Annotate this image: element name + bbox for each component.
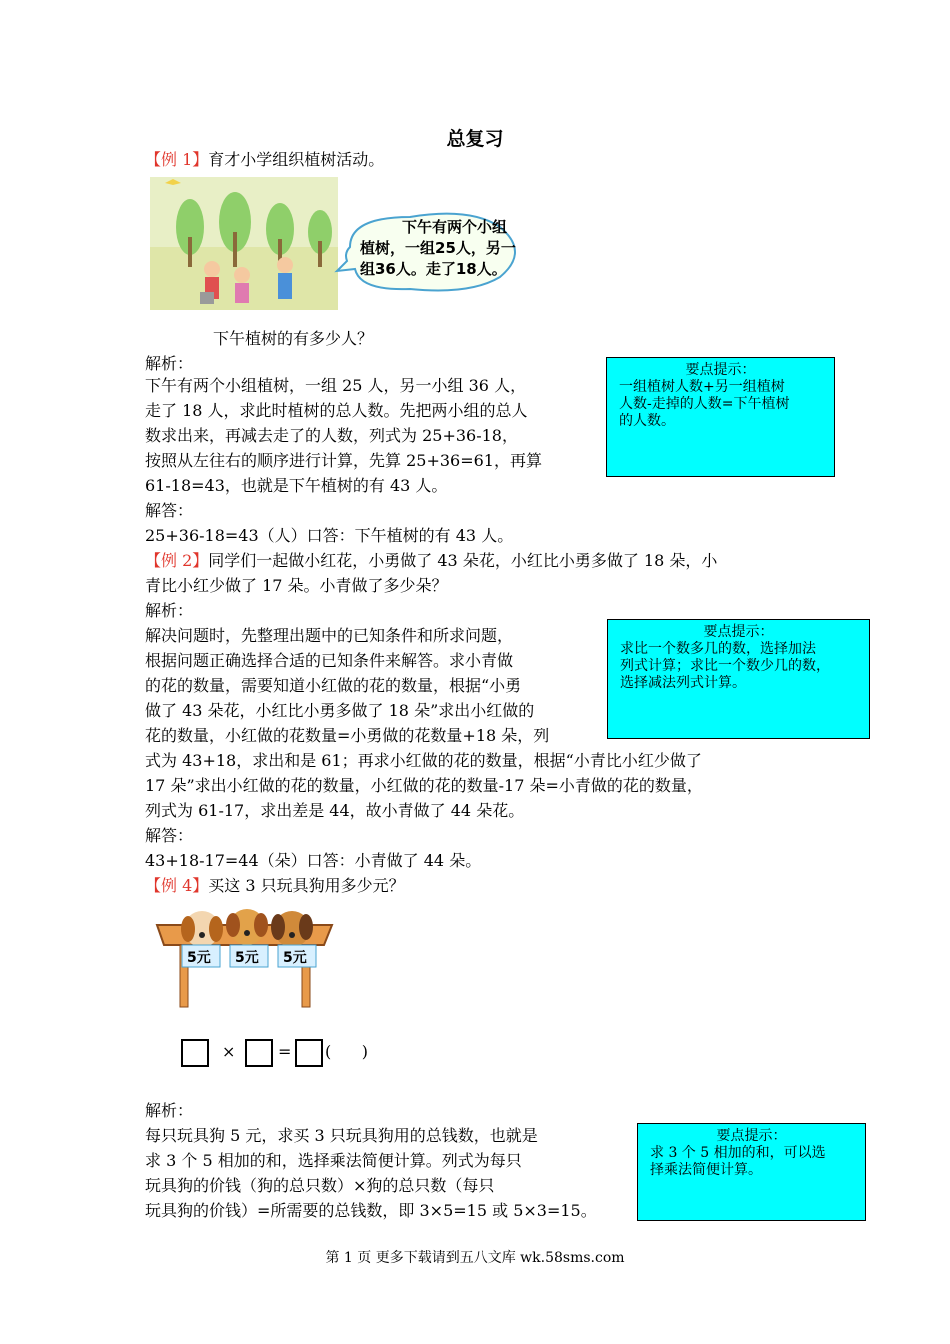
example-1-analysis-line: 61-18=43，也就是下午植树的有 43 人。	[145, 476, 448, 495]
example-4-analysis-line: 玩具狗的价钱（狗的总只数）×狗的总只数（每只	[145, 1176, 495, 1195]
price-tag-3: 5元	[283, 950, 307, 966]
example-4-analysis-line: 每只玩具狗 5 元，求买 3 只玩具狗用的总钱数，也就是	[145, 1126, 538, 1145]
tip-line: 人数-走掉的人数=下午植树	[619, 396, 790, 412]
example-2-answer: 43+18-17=44（朵）口答：小青做了 44 朵。	[145, 851, 482, 870]
tip-line: 列式计算；求比一个数少几的数，	[620, 658, 830, 674]
example-2-analysis-line: 式为 43+18，求出和是 61；再求小红做的花的数量，根据“小青比小红少做了	[145, 751, 702, 770]
example-2-text-2: 青比小红少做了 17 朵。小青做了多少朵？	[145, 576, 448, 595]
example-1-heading	[145, 147, 384, 172]
example-1-answer: 25+36-18=43（人）口答：下午植树的有 43 人。	[145, 526, 514, 545]
tip-title: 要点提示：	[716, 1128, 787, 1144]
dog-1	[181, 911, 223, 947]
example-1-question: 下午植树的有多少人？	[213, 329, 374, 348]
example-4-tip-box	[637, 1123, 866, 1221]
tip-line: 求 3 个 5 相加的和，可以选	[650, 1145, 826, 1161]
example-2-text: 同学们一起做小红花，小勇做了 43 朵花，小红比小勇多做了 18 朵，小	[208, 551, 718, 570]
example-1-tag: 【例 1】	[145, 150, 209, 169]
example-2-analysis-line: 17 朵”求出小红做的花的数量，小红做的花的数量-17 朵=小青做的花的数量，	[145, 776, 703, 795]
answer-box-1[interactable]	[181, 1039, 209, 1067]
price-tag-2: 5元	[235, 950, 259, 966]
tip-line: 的人数。	[619, 413, 675, 429]
tip-line: 求比一个数多几的数，选择加法	[620, 641, 816, 657]
example-4-analysis-line: 求 3 个 5 相加的和，选择乘法简便计算。列式为每只	[145, 1151, 522, 1170]
example-1-analysis-line: 按照从左往右的顺序进行计算，先算 25+36=61，再算	[145, 451, 542, 470]
tip-line: 选择减法列式计算。	[620, 675, 746, 691]
example-4-analysis-line: 玩具狗的价钱）=所需要的总钱数，即 3×5=15 或 5×3=15。	[145, 1201, 597, 1220]
page-footer: 第 1 页 更多下载请到五八文库 wk.58sms.com	[325, 1250, 625, 1266]
bubble-line-1: 下午有两个小组	[402, 218, 508, 236]
price-tag-1: 5元	[187, 950, 211, 966]
example-1-analysis-line: 下午有两个小组植树，一组 25 人，另一小组 36 人，	[145, 376, 527, 395]
example-2-analysis-line: 的花的数量，需要知道小红做的花的数量，根据“小勇	[145, 676, 522, 695]
equals-sign: =	[278, 1042, 292, 1061]
page-title: 总复习	[446, 128, 504, 150]
example-2-analysis-line: 做了 43 朵花，小红比小勇多做了 18 朵”求出小红做的	[145, 701, 535, 720]
bubble-line-2: 植树，一组25人，另一	[360, 239, 516, 257]
example-2-analysis-line: 解决问题时，先整理出题中的已知条件和所求问题，	[145, 626, 514, 645]
example-1-analysis-label: 解析：	[145, 354, 194, 373]
example-2-analysis-line: 列式为 61-17，求出差是 44，故小青做了 44 朵花。	[145, 801, 525, 820]
example-2-analysis-label: 解析：	[145, 601, 194, 620]
example-2-analysis-line: 根据问题正确选择合适的已知条件来解答。求小青做	[145, 651, 514, 670]
answer-box-2[interactable]	[245, 1039, 273, 1067]
tree-planting-illustration	[150, 177, 540, 312]
example-4-heading	[145, 873, 405, 898]
example-2-heading	[145, 548, 717, 573]
answer-box-3[interactable]	[295, 1039, 323, 1067]
example-4-analysis-label: 解析：	[145, 1101, 194, 1120]
example-1-analysis-line: 走了 18 人，求此时植树的总人数。先把两小组的总人	[145, 401, 528, 420]
tip-line: 择乘法简便计算。	[650, 1162, 762, 1178]
example-1-tip-box	[606, 357, 835, 477]
example-2-tag: 【例 2】	[145, 551, 209, 570]
example-4-tag: 【例 4】	[145, 876, 209, 895]
tip-line: 一组植树人数+另一组植树	[619, 379, 785, 395]
tip-title: 要点提示：	[703, 624, 774, 640]
tip-title: 要点提示：	[685, 362, 756, 378]
toy-dogs-illustration	[152, 905, 337, 1010]
example-2-tip-box	[607, 619, 870, 739]
example-1-analysis-line: 数求出来，再减去走了的人数，列式为 25+36-18，	[145, 426, 518, 445]
example-1-text: 育才小学组织植树活动。	[208, 150, 385, 169]
bubble-line-3: 组36人。走了18人。	[360, 260, 507, 278]
example-1-answer-label: 解答：	[145, 501, 194, 520]
example-4-text: 买这 3 只玩具狗用多少元？	[208, 876, 405, 895]
unit-paren: ( )	[325, 1042, 368, 1061]
example-2-analysis-line: 花的数量，小红做的花数量=小勇做的花数量+18 朵，列	[145, 726, 550, 745]
times-sign: ×	[222, 1042, 236, 1061]
example-2-answer-label: 解答：	[145, 826, 194, 845]
